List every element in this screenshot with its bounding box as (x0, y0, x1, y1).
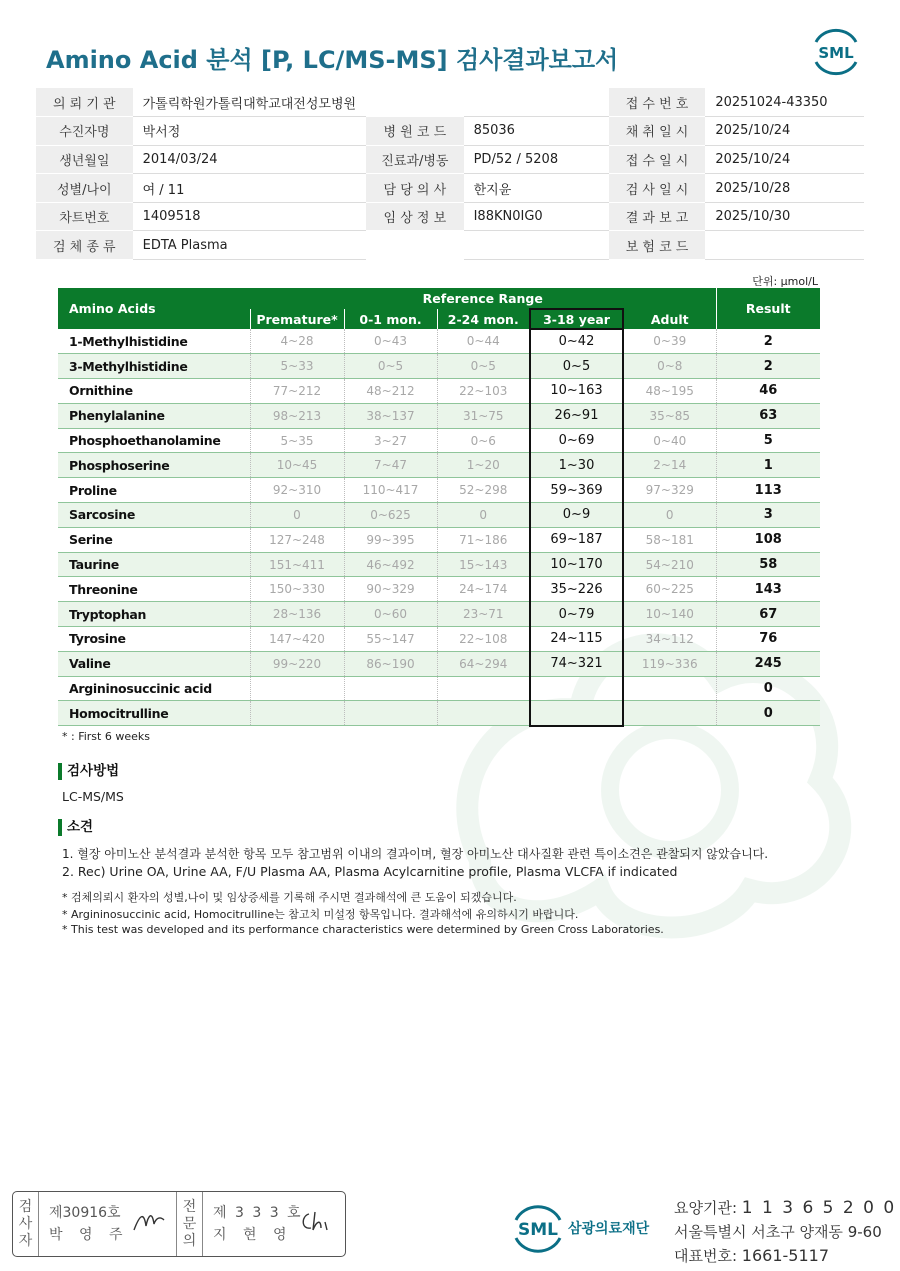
info-value: 2025/10/24 (705, 145, 864, 174)
col-header-3-18-year: 3-18 year (530, 309, 623, 329)
table-row (58, 676, 820, 701)
reference-range-cell: 52~298 (437, 478, 530, 503)
table-row (58, 651, 820, 676)
info-label: 진료과/병동 (366, 145, 463, 174)
col-header-0-1-mon: 0-1 mon. (344, 309, 437, 329)
amino-acid-name: Argininosuccinic acid (58, 676, 250, 701)
amino-acid-name: Ornithine (58, 379, 250, 404)
reference-range-cell: 23~71 (437, 602, 530, 627)
reference-range-cell: 0~44 (437, 329, 530, 354)
info-value (464, 88, 609, 117)
reference-range-cell: 5~35 (250, 428, 344, 453)
specialist-label: 전 문 의 (177, 1192, 203, 1256)
sml-logo-icon (810, 28, 862, 76)
footer-brand: 삼광의료재단 (568, 1221, 650, 1237)
info-label: 검 체 종 류 (36, 231, 133, 260)
footer-contact (674, 1196, 896, 1268)
specialist-signature-mark-icon (299, 1208, 333, 1234)
reference-range-cell: 0~8 (623, 354, 716, 379)
reference-range-cell: 71~186 (437, 527, 530, 552)
reference-range-cell: 0~40 (623, 428, 716, 453)
footer-logo (510, 1200, 660, 1256)
reference-range-cell: 151~411 (250, 552, 344, 577)
reference-range-cell: 110~417 (344, 478, 437, 503)
reference-range-cell: 1~20 (437, 453, 530, 478)
reference-range-cell: 3~27 (344, 428, 437, 453)
amino-acid-name: Homocitrulline (58, 701, 250, 726)
amino-acid-name: Phosphoethanolamine (58, 428, 250, 453)
reference-range-cell: 24~115 (530, 627, 623, 652)
reference-range-cell: 10~163 (530, 379, 623, 404)
info-label: 병 원 코 드 (366, 117, 463, 146)
tester-label: 검 사 자 (13, 1192, 39, 1256)
address: 서울특별시 서초구 양재동 9-60 (674, 1223, 882, 1241)
reference-range-cell: 0~39 (623, 329, 716, 354)
reference-range-cell: 64~294 (437, 651, 530, 676)
reference-range-cell: 58~181 (623, 527, 716, 552)
reference-range-cell: 127~248 (250, 527, 344, 552)
col-header-2-24-mon: 2-24 mon. (437, 309, 530, 329)
info-value: 가톨릭학원가톨릭대학교대전성모병원 (133, 88, 367, 117)
reference-range-cell: 10~45 (250, 453, 344, 478)
info-value (464, 231, 609, 260)
reference-range-cell: 60~225 (623, 577, 716, 602)
reference-range-cell: 46~492 (344, 552, 437, 577)
note-line-2: * Argininosuccinic acid, Homocitrulline는 참고치 미설정 항목입니다. 결과해석에 유의하시기 바랍니다. (62, 908, 579, 921)
reference-range-cell: 48~212 (344, 379, 437, 404)
col-header-result: Result (716, 288, 820, 329)
reference-range-cell: 24~174 (437, 577, 530, 602)
result-value: 1 (716, 453, 820, 478)
info-row (36, 174, 864, 203)
info-value (705, 231, 864, 260)
amino-acid-name: Threonine (58, 577, 250, 602)
reference-range-cell (623, 701, 716, 726)
table-row (58, 527, 820, 552)
reference-range-cell: 31~75 (437, 403, 530, 428)
reference-range-cell: 5~33 (250, 354, 344, 379)
info-label (366, 231, 463, 260)
reference-range-cell (344, 676, 437, 701)
method-heading: 검사방법 (58, 763, 119, 780)
unit-label: 단위: μmol/L (752, 275, 818, 288)
reference-range-cell: 74~321 (530, 651, 623, 676)
info-value: 2025/10/30 (705, 202, 864, 231)
tester-license-no: 제30916호 (49, 1205, 121, 1221)
reference-range-cell: 119~336 (623, 651, 716, 676)
reference-range-cell: 90~329 (344, 577, 437, 602)
reference-range-cell: 98~213 (250, 403, 344, 428)
sml-logo-footer-icon (510, 1200, 566, 1256)
col-header-reference-range: Reference Range (250, 288, 716, 309)
reference-range-cell: 22~108 (437, 627, 530, 652)
info-value: 여 / 11 (133, 174, 367, 203)
info-label: 접 수 번 호 (609, 88, 706, 117)
info-label: 담 당 의 사 (366, 174, 463, 203)
amino-acid-name: Proline (58, 478, 250, 503)
info-value: 박서정 (133, 117, 367, 146)
reference-range-cell: 22~103 (437, 379, 530, 404)
result-value: 5 (716, 428, 820, 453)
info-row (36, 117, 864, 146)
reference-range-cell: 4~28 (250, 329, 344, 354)
reference-range-cell (437, 676, 530, 701)
reference-range-cell (250, 676, 344, 701)
info-label: 접 수 일 시 (609, 145, 706, 174)
reference-range-cell: 59~369 (530, 478, 623, 503)
table-row (58, 428, 820, 453)
result-value: 46 (716, 379, 820, 404)
reference-range-cell: 10~140 (623, 602, 716, 627)
reference-range-cell: 86~190 (344, 651, 437, 676)
info-label: 보 험 코 드 (609, 231, 706, 260)
reference-range-cell: 7~47 (344, 453, 437, 478)
reference-range-cell: 0~5 (530, 354, 623, 379)
footer-logo-text: SML (518, 1220, 558, 1240)
specialist-signature (203, 1192, 343, 1256)
note-line-1: * 검체의뢰시 환자의 성별,나이 및 임상증세를 기록해 주시면 결과해석에 큰 도움이 되겠습니다. (62, 891, 517, 904)
reference-range-cell: 0~43 (344, 329, 437, 354)
reference-range-cell: 0~69 (530, 428, 623, 453)
info-label: 결 과 보 고 (609, 202, 706, 231)
specialist-name: 지 현 영 (213, 1227, 293, 1243)
reference-range-cell: 0 (623, 503, 716, 528)
reference-range-cell: 0 (437, 503, 530, 528)
reference-range-cell: 15~143 (437, 552, 530, 577)
result-value: 76 (716, 627, 820, 652)
col-header-premature: Premature* (250, 309, 344, 329)
result-value: 58 (716, 552, 820, 577)
reference-range-cell: 77~212 (250, 379, 344, 404)
amino-acid-name: Serine (58, 527, 250, 552)
tester-name: 박 영 주 (49, 1227, 129, 1243)
reference-range-cell: 0~5 (344, 354, 437, 379)
amino-acid-name: Sarcosine (58, 503, 250, 528)
tester-signature (39, 1192, 177, 1256)
info-value: I88KN0IG0 (464, 202, 609, 231)
info-label: 수진자명 (36, 117, 133, 146)
reference-range-cell (344, 701, 437, 726)
reference-range-cell (250, 701, 344, 726)
table-row (58, 379, 820, 404)
result-value: 143 (716, 577, 820, 602)
amino-acid-name: Taurine (58, 552, 250, 577)
info-label: 차트번호 (36, 202, 133, 231)
info-value: 2025/10/28 (705, 174, 864, 203)
reference-range-cell: 0~5 (437, 354, 530, 379)
reference-range-cell (623, 676, 716, 701)
reference-range-cell: 38~137 (344, 403, 437, 428)
result-value: 67 (716, 602, 820, 627)
info-row (36, 202, 864, 231)
info-value: 한지윤 (464, 174, 609, 203)
info-row (36, 88, 864, 117)
result-value: 3 (716, 503, 820, 528)
signature-box (12, 1191, 346, 1257)
info-value: 1409518 (133, 202, 367, 231)
amino-acid-name: Phenylalanine (58, 403, 250, 428)
col-header-adult: Adult (623, 309, 716, 329)
reference-range-cell (530, 676, 623, 701)
reference-range-cell: 55~147 (344, 627, 437, 652)
table-row (58, 503, 820, 528)
tester-signature-mark-icon (132, 1208, 166, 1234)
reference-range-cell: 0~42 (530, 329, 623, 354)
info-label: 의 뢰 기 관 (36, 88, 133, 117)
info-label: 검 사 일 시 (609, 174, 706, 203)
info-label: 채 취 일 시 (609, 117, 706, 146)
page-title: Amino Acid 분석 [P, LC/MS-MS] 검사결과보고서 (46, 46, 619, 74)
reference-range-cell (530, 701, 623, 726)
amino-acid-name: Tyrosine (58, 627, 250, 652)
reference-range-cell: 54~210 (623, 552, 716, 577)
result-value: 0 (716, 676, 820, 701)
info-label: 성별/나이 (36, 174, 133, 203)
info-value: 2014/03/24 (133, 145, 367, 174)
result-value: 113 (716, 478, 820, 503)
specialist-license-no: 제 3 3 3 호 (213, 1205, 303, 1221)
table-row (58, 552, 820, 577)
amino-acid-name: 1-Methylhistidine (58, 329, 250, 354)
amino-acid-table (58, 288, 820, 727)
info-value: EDTA Plasma (133, 231, 367, 260)
result-value: 108 (716, 527, 820, 552)
info-row (36, 145, 864, 174)
finding-line-1: 1. 혈장 아미노산 분석결과 분석한 항목 모두 참고범위 이내의 결과이며, 혈장 아미노산 대사질환 관련 특이소견은 관찰되지 않았습니다. (62, 847, 769, 861)
col-header-amino-acids: Amino Acids (58, 288, 250, 329)
amino-acid-name: Valine (58, 651, 250, 676)
org-code-label: 요양기관: (674, 1199, 742, 1217)
info-label: 생년월일 (36, 145, 133, 174)
reference-range-cell: 34~112 (623, 627, 716, 652)
reference-range-cell: 28~136 (250, 602, 344, 627)
amino-acid-name: 3-Methylhistidine (58, 354, 250, 379)
table-row (58, 577, 820, 602)
reference-range-cell: 97~329 (623, 478, 716, 503)
method-text: LC-MS/MS (62, 789, 124, 804)
reference-range-cell: 99~220 (250, 651, 344, 676)
reference-range-cell: 99~395 (344, 527, 437, 552)
reference-range-cell: 2~14 (623, 453, 716, 478)
info-value: 20251024-43350 (705, 88, 864, 117)
table-row (58, 403, 820, 428)
info-label: 임 상 정 보 (366, 202, 463, 231)
table-row (58, 627, 820, 652)
info-value: 85036 (464, 117, 609, 146)
table-row (58, 602, 820, 627)
reference-range-cell (437, 701, 530, 726)
info-value: 2025/10/24 (705, 117, 864, 146)
reference-range-cell: 35~226 (530, 577, 623, 602)
result-value: 245 (716, 651, 820, 676)
table-row (58, 329, 820, 354)
logo-text: SML (818, 44, 854, 62)
reference-range-cell: 92~310 (250, 478, 344, 503)
result-value: 0 (716, 701, 820, 726)
table-row (58, 354, 820, 379)
finding-line-2: 2. Rec) Urine OA, Urine AA, F/U Plasma AA, Plasma Acylcarnitine profile, Plasma VLCFA if indicated (62, 864, 678, 879)
reference-range-cell: 150~330 (250, 577, 344, 602)
result-value: 2 (716, 329, 820, 354)
findings-heading: 소견 (58, 819, 93, 836)
reference-range-cell: 26~91 (530, 403, 623, 428)
reference-range-cell: 0 (250, 503, 344, 528)
amino-acid-name: Tryptophan (58, 602, 250, 627)
table-footnote: * : First 6 weeks (62, 730, 150, 743)
reference-range-cell: 48~195 (623, 379, 716, 404)
info-label (366, 88, 463, 117)
phone-label: 대표번호: (674, 1247, 742, 1265)
org-code: 1 1 3 6 5 2 0 0 (741, 1198, 897, 1218)
result-value: 2 (716, 354, 820, 379)
note-line-3: * This test was developed and its performance characteristics were determined by Green Cross Laboratories. (62, 923, 664, 936)
info-row (36, 231, 864, 260)
result-value: 63 (716, 403, 820, 428)
reference-range-cell: 1~30 (530, 453, 623, 478)
table-row (58, 701, 820, 726)
reference-range-cell: 0~9 (530, 503, 623, 528)
reference-range-cell: 0~60 (344, 602, 437, 627)
table-row (58, 478, 820, 503)
reference-range-cell: 10~170 (530, 552, 623, 577)
table-row (58, 453, 820, 478)
reference-range-cell: 0~6 (437, 428, 530, 453)
reference-range-cell: 147~420 (250, 627, 344, 652)
phone: 1661-5117 (741, 1246, 830, 1265)
reference-range-cell: 69~187 (530, 527, 623, 552)
info-value: PD/52 / 5208 (464, 145, 609, 174)
reference-range-cell: 35~85 (623, 403, 716, 428)
reference-range-cell: 0~79 (530, 602, 623, 627)
patient-info-table (36, 88, 864, 260)
reference-range-cell: 0~625 (344, 503, 437, 528)
amino-acid-name: Phosphoserine (58, 453, 250, 478)
